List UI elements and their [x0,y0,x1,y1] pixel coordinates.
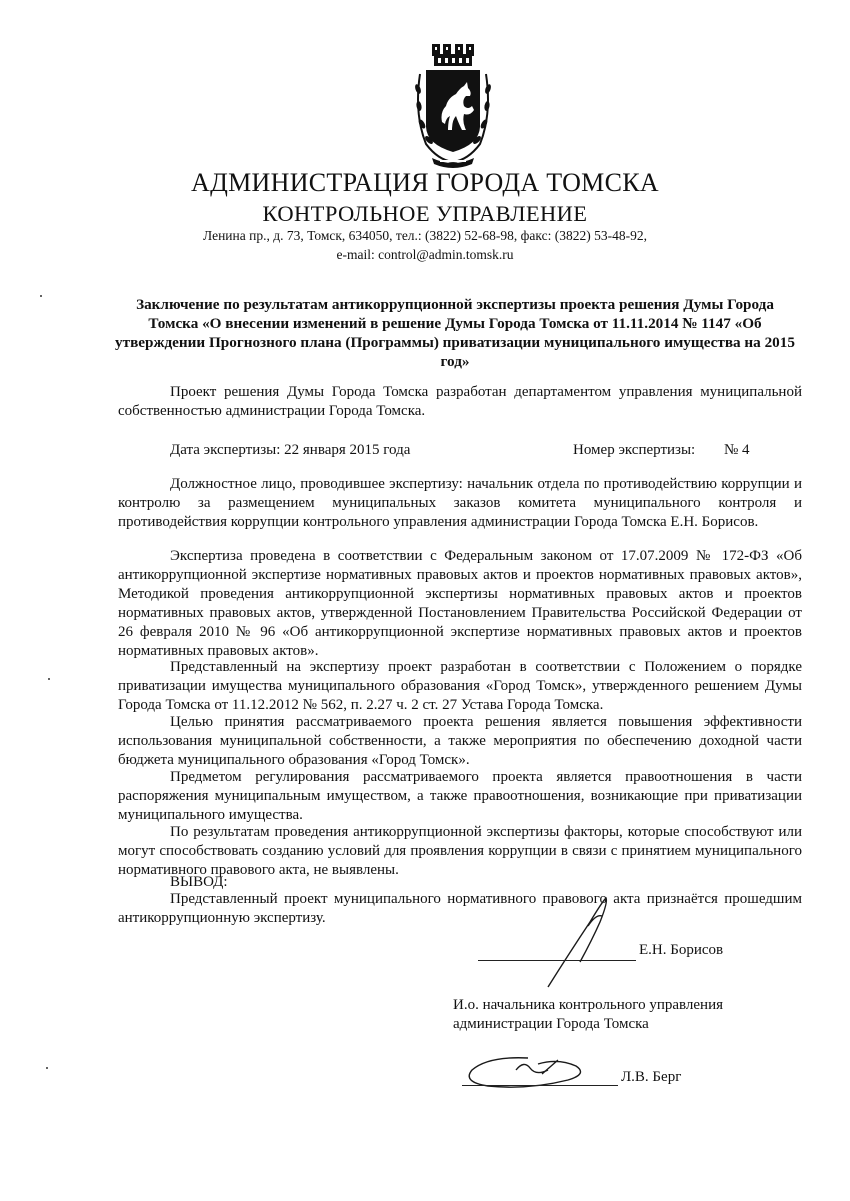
conclusion-label: ВЫВОД: [170,874,228,890]
conclusion-text: Представленный проект муниципального нормативного правового акта признаётся прошедшим антикоррупционную экспертизу. [118,891,802,926]
chief-title-line-2: администрации Города Томска [453,1016,649,1032]
paragraph-findings: По результатам проведения антикоррупционной экспертизы факторы, которые способствуют или могут способствовать созданию условий для проявления коррупции в связи с принятием муниципального нормативного правового акта, не выявлены. [118,824,802,878]
signature-berg-handwriting [458,1048,618,1098]
expertise-number-value: № 4 [724,442,750,458]
expertise-number-label: Номер экспертизы: [573,442,696,458]
signature-line-borisov [478,960,636,961]
paragraph-purpose: Целью принятия рассматриваемого проекта решения является повышения эффективности использования муниципальной собственности, а также мероприятия по обеспечению доходной части бюджета муниципального образования «Город Томск». [118,714,802,768]
signature-line-berg [462,1085,618,1086]
tomsk-coat-of-arms-emblem [412,44,494,170]
intro-paragraph: Проект решения Думы Города Томска разработан департаментом управления муниципальной собственностью администрации Города Томска. [118,384,802,419]
expertise-date: Дата экспертизы: 22 января 2015 года [170,442,411,458]
paragraph-regulation: Представленный на экспертизу проект разработан в соответствии с Положением о порядке приватизации имущества муниципального образования «Город Томск», утвержденного решением Думы Города Томска от 11.12.2012 № 562, п. 2.27 ч. 2 ст. 27 Устава Города Томска. [118,659,802,713]
address-line-1: Ленина пр., д. 73, Томск, 634050, тел.: (3822) 52-68-98, факс: (3822) 53-48-92, [203,228,647,243]
paragraph-official: Должностное лицо, проводившее экспертизу: начальник отдела по противодействию коррупции и контролю за размещением муниципальных заказов комитета муниципального контроля и противодействия коррупции контрольного управления администрации Города Томска Е.Н. Борисов. [118,476,802,530]
scan-speck [48,678,50,680]
org-subtitle: КОНТРОЛЬНОЕ УПРАВЛЕНИЕ [262,201,588,226]
document-heading: Заключение по результатам антикоррупционной экспертизы проекта решения Думы Города Томска «О внесении изменений в решение Думы Города Томска от 11.11.2014 № 1147 «Об утверждении Прогнозного плана (Программы) приватизации муниципального имущества на 2015 год» [115,296,795,370]
signature-borisov-handwriting [540,892,630,992]
paragraph-subject: Предметом регулирования рассматриваемого проекта является правоотношения в части распоряжения муниципальным имуществом, а также правоотношения, возникающие при приватизации муниципального имущества. [118,769,802,823]
signer-berg: Л.В. Берг [621,1069,682,1085]
chief-title-line-1: И.о. начальника контрольного управления [453,997,723,1013]
org-address [0,226,850,264]
signer-borisov: Е.Н. Борисов [639,942,724,958]
scan-speck [46,1067,48,1069]
scan-speck [40,295,42,297]
org-title: АДМИНИСТРАЦИЯ ГОРОДА ТОМСКА [191,168,659,197]
paragraph-legal-basis: Экспертиза проведена в соответствии с Федеральным законом от 17.07.2009 № 172-ФЗ «Об антикоррупционной экспертизе нормативных правовых актов и проектов нормативных правовых актов», Методикой проведения антикоррупционной экспертизы нормативных правовых актов и проектов нормативных правовых актов, утвержденной Постановлением Правительства Российской Федерации от 26 февраля 2010 № 96 «Об антикоррупционной экспертизе нормативных правовых актов и проектов нормативных правовых актов». [118,548,802,659]
email-line: e-mail: control@admin.tomsk.ru [336,247,514,262]
